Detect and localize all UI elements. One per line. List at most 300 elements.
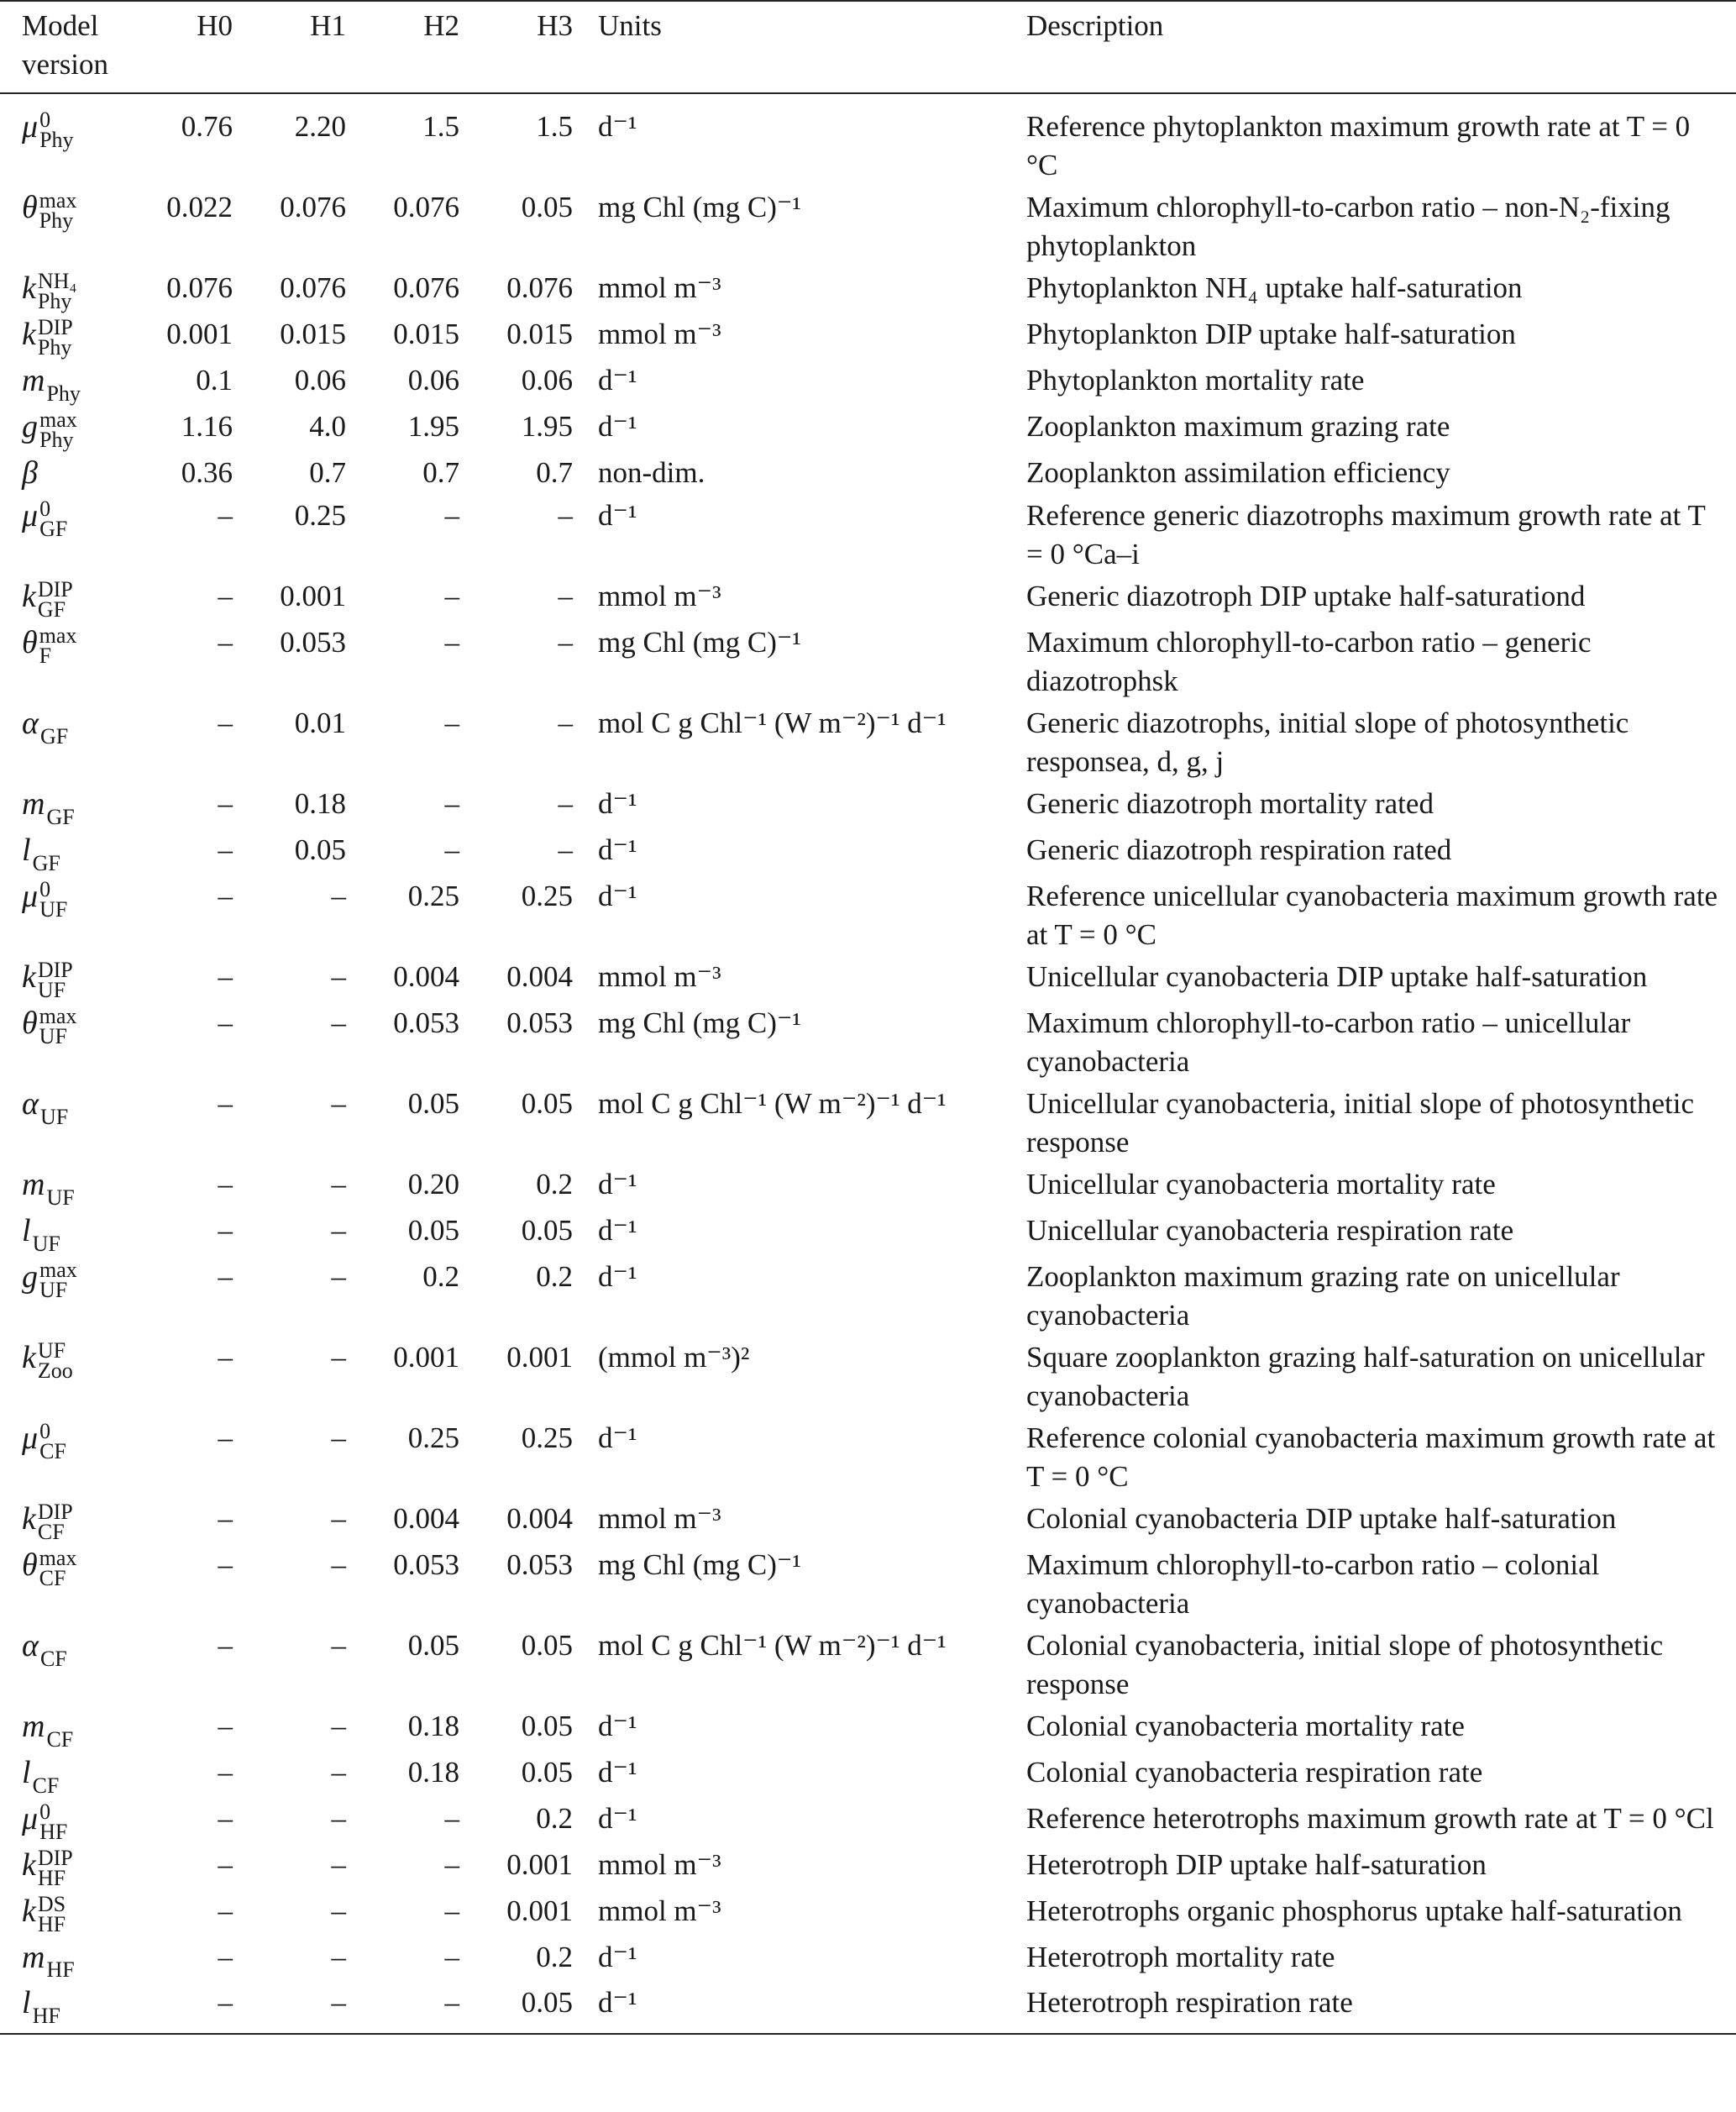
parameter-symbol [0,269,147,315]
units-cell: d⁻¹ [580,1983,1026,2034]
table-row [0,1799,1736,1846]
value-h2: 0.05 [407,1086,459,1120]
table-row [0,1165,1736,1211]
value-h0: – [218,786,233,820]
symbol-indices [39,1003,77,1048]
value-h0: – [218,498,233,532]
symbol-subscript: UF [39,1277,68,1302]
table-row [0,831,1736,877]
parameter-symbol [0,496,147,577]
value-h0: – [218,1259,233,1293]
value-h1: – [239,1983,353,2034]
description-cell: Phytoplankton mortality rate [1026,363,1365,397]
description-cell: Generic diazotroph mortality rated [1026,786,1434,820]
value-h3: – [558,833,573,866]
value-h2: – [444,706,459,739]
parameter-symbol [0,1500,147,1546]
parameter-symbol [0,1085,147,1165]
value-h0: – [218,1421,233,1454]
symbol-base: l [22,1985,31,2021]
value-h3: 0.25 [521,879,573,912]
symbol-indices [39,466,45,486]
value-h2: – [444,498,459,532]
symbol-base: m [22,1708,45,1744]
symbol-indices [39,623,77,668]
description-cell: Generic diazotrophs, initial slope of photosynthetic responsea, d, g, j [1026,706,1629,778]
parameter-symbol [0,1004,147,1085]
units-cell: mmol m⁻³ [598,1894,721,1927]
value-h3: 0.053 [506,1547,573,1581]
value-h1: – [331,1167,346,1200]
description-cell: Heterotrophs organic phosphorus uptake half-saturation [1026,1894,1682,1927]
value-h1: – [331,1709,346,1742]
description-cell: Colonial cyanobacteria mortality rate [1026,1709,1465,1742]
description-cell: Reference phytoplankton maximum growth rate at T = 0 °C [1026,110,1691,181]
parameter-symbol [0,785,147,831]
value-h1: – [331,1006,346,1039]
value-h0: – [218,1709,233,1742]
units-cell: d⁻¹ [598,833,637,866]
value-h3: 0.05 [521,1213,573,1247]
table-row [0,1892,1736,1938]
value-h3: 0.05 [521,1628,573,1662]
value-h0: 0.076 [166,271,233,304]
symbol-superscript: 0 [39,107,51,132]
description-cell: Phytoplankton DIP uptake half-saturation [1026,317,1516,350]
header-h1: H1 [310,9,346,42]
value-h0: – [218,1501,233,1535]
value-h2: – [444,1940,459,1973]
symbol-base: μ [22,1420,39,1456]
value-h1: – [331,1847,346,1881]
value-h3: 0.7 [536,455,573,489]
symbol-subscript: CF [46,1726,74,1752]
value-h2: 0.05 [407,1213,459,1247]
description-cell: Zooplankton maximum grazing rate [1026,409,1450,443]
symbol-superscript: 0 [39,1799,51,1824]
symbol-base: θ [22,624,38,660]
symbol-subscript: HF [46,1957,75,1983]
value-h0: 0.36 [181,455,233,489]
symbol-superscript: 0 [39,496,51,521]
parameter-symbol [0,315,147,361]
symbol-subscript: UF [39,1023,67,1048]
units-cell: mmol m⁻³ [598,1501,721,1535]
value-h2: 0.25 [407,879,459,912]
table-row [0,1258,1736,1338]
value-h2: – [444,625,459,659]
symbol-base: k [22,578,36,614]
units-cell: mg Chl (mg C)⁻¹ [598,1547,801,1581]
symbol-subscript: UF [39,1104,69,1129]
symbol-subscript: Phy [37,334,72,360]
symbol-superscript: 0 [39,1418,51,1443]
description-cell: Heterotroph DIP uptake half-saturation [1026,1847,1487,1881]
description-cell: Colonial cyanobacteria, initial slope of photosynthetic response [1026,1628,1664,1700]
value-h2: 0.20 [407,1167,459,1200]
symbol-superscript: DS [37,1891,66,1916]
parameter-symbol [0,1419,147,1500]
header-row [0,1,1736,93]
value-h2: 0.001 [393,1340,459,1374]
table-row [0,1500,1736,1546]
symbol-indices [39,496,68,541]
value-h0: – [218,1086,233,1120]
symbol-indices [37,314,73,360]
symbol-indices [39,876,68,922]
description-cell: Heterotroph respiration rate [1026,1983,1736,2034]
value-h0: 0.022 [166,191,233,223]
value-h2: 0.076 [393,191,459,223]
symbol-indices [40,707,68,747]
description-cell: Colonial cyanobacteria DIP uptake half-saturation [1026,1501,1617,1535]
symbol-base: θ [22,1547,38,1583]
value-h1: – [331,959,346,993]
table-row [0,188,1736,269]
value-h2: 0.2 [422,1259,459,1293]
units-cell: mol C g Chl⁻¹ (W m⁻²)⁻¹ d⁻¹ [598,1628,947,1662]
value-h0: – [218,1167,233,1200]
header-units: Units [598,9,662,42]
value-h0: – [218,706,233,739]
units-cell: d⁻¹ [598,1940,637,1973]
value-h2: – [444,579,459,612]
value-h2: 0.015 [393,317,459,350]
parameter-symbol [0,877,147,958]
parameter-symbol [0,1892,147,1938]
value-h3: 0.05 [466,1983,580,2034]
value-h2: – [353,1983,466,2034]
symbol-indices [46,1710,73,1750]
table-row [0,704,1736,785]
value-h0: – [218,959,233,993]
value-h2: 0.053 [393,1547,459,1581]
table-row [0,1085,1736,1165]
value-h3: 0.05 [521,1755,573,1789]
symbol-base: l [22,1212,31,1248]
symbol-subscript: CF [39,1438,66,1463]
table-row [0,407,1736,454]
symbol-base: β [22,454,38,491]
parameter-symbol [0,1626,147,1707]
value-h1: – [331,1755,346,1789]
units-cell: d⁻¹ [598,110,637,143]
value-h3: 0.2 [536,1259,573,1293]
value-h3: 1.95 [521,409,573,443]
description-cell: Unicellular cyanobacteria mortality rate [1026,1167,1496,1200]
value-h1: – [331,1940,346,1973]
value-h0: – [218,579,233,612]
value-h1: 0.18 [294,786,346,820]
parameter-symbol [0,577,147,623]
value-h2: – [444,1847,459,1881]
value-h3: – [558,579,573,612]
symbol-indices [37,1891,66,1936]
parameter-symbol [0,188,147,269]
symbol-superscript: max [39,1545,77,1570]
units-cell: mmol m⁻³ [598,271,721,304]
symbol-subscript: HF [39,1819,68,1844]
symbol-superscript: DIP [37,314,73,339]
table-row [0,1546,1736,1626]
value-h0: – [218,1547,233,1581]
value-h1: 2.20 [294,110,346,143]
value-h1: 0.053 [280,625,346,659]
symbol-subscript: CF [37,1519,65,1544]
symbol-indices [33,1214,60,1254]
value-h0: – [218,833,233,866]
value-h1: – [331,1501,346,1535]
symbol-base: k [22,1847,36,1883]
symbol-superscript: UF [37,1337,66,1363]
value-h0: – [218,879,233,912]
parameter-symbol [0,704,147,785]
description-cell: Generic diazotroph DIP uptake half-saturationd [1026,579,1586,612]
value-h1: – [331,1547,346,1581]
value-h2: 0.18 [407,1709,459,1742]
value-h1: – [331,1894,346,1927]
value-h0: 0.76 [181,110,233,143]
symbol-superscript: DIP [37,1845,73,1870]
symbol-subscript: Phy [39,127,74,152]
parameter-symbol [0,93,147,188]
units-cell: d⁻¹ [598,1709,637,1742]
parameter-symbol [0,1938,147,1984]
parameter-symbol [0,1165,147,1211]
units-cell: d⁻¹ [598,1259,637,1293]
symbol-base: g [22,1258,38,1295]
value-h3: 0.05 [521,191,573,223]
symbol-indices [37,576,73,622]
value-h2: 1.95 [407,409,459,443]
symbol-subscript: Zoo [37,1358,73,1383]
description-cell: Unicellular cyanobacteria respiration rate [1026,1213,1514,1247]
symbol-subscript: GF [32,850,60,875]
value-h1: 0.25 [294,498,346,532]
description-cell: Maximum chlorophyll-to-carbon ratio – unicellular cyanobacteria [1026,1006,1631,1078]
parameter-symbol [0,454,147,496]
symbol-indices [33,1756,60,1796]
value-h1: – [331,1213,346,1247]
value-h0: – [218,1340,233,1374]
symbol-base: θ [22,190,38,225]
value-h2: – [444,833,459,866]
symbol-base: k [22,959,36,995]
value-h2: 0.004 [393,1501,459,1535]
table-row [0,1846,1736,1892]
symbol-base: μ [22,1800,39,1836]
table-row [0,1938,1736,1984]
parameter-symbol [0,1338,147,1419]
symbol-indices [37,1499,73,1544]
value-h0: – [218,1755,233,1789]
parameter-symbol [0,831,147,877]
symbol-subscript: GF [39,723,69,749]
header-h3: H3 [537,9,573,42]
value-h0: – [218,1213,233,1247]
header-description: Description [1026,9,1164,42]
parameter-symbol [0,958,147,1004]
units-cell: d⁻¹ [598,879,637,912]
symbol-subscript: GF [37,596,66,622]
symbol-base: m [22,785,45,822]
description-cell: Square zooplankton grazing half-saturation on unicellular cyanobacteria [1026,1340,1705,1412]
value-h3: 0.2 [536,1801,573,1835]
parameter-symbol [0,1799,147,1846]
symbol-indices [37,1845,73,1890]
symbol-superscript: max [39,1003,77,1028]
units-cell: d⁻¹ [598,498,637,532]
symbol-indices [39,107,74,152]
symbol-superscript: max [39,187,77,213]
header-model: Model version [22,9,109,81]
description-cell: Heterotroph mortality rate [1026,1940,1335,1973]
description-cell: Maximum chlorophyll-to-carbon ratio – colonial cyanobacteria [1026,1547,1600,1620]
units-cell: d⁻¹ [598,409,637,443]
symbol-subscript: HF [37,1865,66,1890]
value-h2: 0.004 [393,959,459,993]
parameter-symbol [0,1211,147,1258]
symbol-indices [39,407,77,452]
symbol-indices [39,1257,77,1302]
description-cell: Reference generic diazotrophs maximum growth rate at T = 0 °Ca–i [1026,498,1706,570]
table-row [0,315,1736,361]
value-h2: – [444,786,459,820]
symbol-base: μ [22,109,39,144]
units-cell: (mmol m⁻³)² [598,1340,750,1374]
units-cell: mg Chl (mg C)⁻¹ [598,625,801,659]
symbol-indices [46,364,80,404]
value-h0: – [218,625,233,659]
symbol-subscript: HF [37,1911,66,1936]
symbol-base: μ [22,497,39,533]
table-row [0,1707,1736,1753]
value-h3: – [558,706,573,739]
table-row [0,877,1736,958]
symbol-base: l [22,1754,31,1790]
value-h0: – [218,1006,233,1039]
value-h1: 0.001 [280,579,346,612]
parameter-symbol [0,1546,147,1626]
value-h2: 0.05 [407,1628,459,1662]
symbol-subscript: Phy [39,208,74,233]
value-h0: 1.16 [181,409,233,443]
symbol-base: g [22,408,38,444]
value-h2: 1.5 [422,110,459,143]
symbol-indices [39,1799,68,1844]
symbol-base: θ [22,1005,38,1041]
value-h1: 0.076 [280,271,346,304]
value-h0: – [218,1894,233,1927]
value-h2: 0.18 [407,1755,459,1789]
value-h1: 0.076 [280,191,346,223]
symbol-base: k [22,1339,36,1375]
table-row [0,1004,1736,1085]
symbol-subscript: UF [37,977,66,1002]
value-h1: 0.015 [280,317,346,350]
symbol-base: α [22,1085,39,1122]
symbol-superscript: max [39,407,77,432]
value-h2: 0.25 [407,1421,459,1454]
parameter-symbol [0,407,147,454]
value-h1: – [331,1421,346,1454]
symbol-indices [39,1418,66,1463]
value-h3: 0.076 [506,271,573,304]
description-cell: Colonial cyanobacteria respiration rate [1026,1755,1483,1789]
symbol-superscript: max [39,623,77,648]
header-h0: H0 [197,9,233,42]
symbol-base: k [22,1893,36,1929]
symbol-base: m [22,1939,45,1975]
value-h1: – [331,1628,346,1662]
symbol-subscript: CF [32,1773,60,1798]
units-cell: d⁻¹ [598,1755,637,1789]
value-h0: – [147,1983,239,2034]
symbol-subscript: Phy [46,381,81,406]
table-row [0,361,1736,407]
units-cell: mmol m⁻³ [598,317,721,350]
value-h3: – [558,786,573,820]
table-row [0,1338,1736,1419]
units-cell: d⁻¹ [598,1801,637,1835]
symbol-superscript [33,1756,60,1776]
parameter-symbol [0,361,147,407]
units-cell: mmol m⁻³ [598,959,721,993]
symbol-base: k [22,271,36,306]
symbol-indices [33,833,60,874]
units-cell: d⁻¹ [598,1421,637,1454]
value-h3: – [558,625,573,659]
value-h3: 0.2 [536,1167,573,1200]
description-cell: Generic diazotroph respiration rated [1026,833,1452,866]
symbol-subscript: UF [46,1185,75,1210]
symbol-base: μ [22,878,39,914]
value-h1: – [331,1801,346,1835]
description-cell: Zooplankton maximum grazing rate on unicellular cyanobacteria [1026,1259,1620,1332]
table-row [0,623,1736,704]
units-cell: non-dim. [598,455,705,489]
description-cell: Reference unicellular cyanobacteria maximum growth rate at T = 0 °C [1026,879,1718,951]
value-h2: 0.053 [393,1006,459,1039]
symbol-indices [40,1087,68,1127]
value-h3: 0.25 [521,1421,573,1454]
value-h2: – [444,1894,459,1927]
value-h1: 0.05 [294,833,346,866]
symbol-subscript: UF [39,896,68,922]
description-cell: Reference heterotrophs maximum growth rate at T = 0 °Cl [1026,1801,1714,1835]
table-row [0,496,1736,577]
table-row [0,577,1736,623]
table-row [0,93,1736,188]
value-h1: 0.7 [309,455,346,489]
value-h1: 4.0 [309,409,346,443]
value-h3: 0.015 [506,317,573,350]
symbol-base: α [22,1627,39,1663]
parameter-symbol [0,1753,147,1799]
value-h3: 0.001 [506,1847,573,1881]
symbol-subscript: CF [39,1565,66,1590]
value-h0: 0.001 [166,317,233,350]
units-cell: d⁻¹ [598,363,637,397]
symbol-indices [32,1986,60,2029]
units-cell: mg Chl (mg C)⁻¹ [598,191,801,223]
value-h3: 0.053 [506,1006,573,1039]
value-h3: 1.5 [536,110,573,143]
value-h3: 0.2 [536,1940,573,1973]
value-h2: 0.076 [393,271,459,304]
symbol-subscript: Phy [37,288,72,313]
description-cell: Reference colonial cyanobacteria maximum growth rate at T = 0 °C [1026,1421,1716,1493]
